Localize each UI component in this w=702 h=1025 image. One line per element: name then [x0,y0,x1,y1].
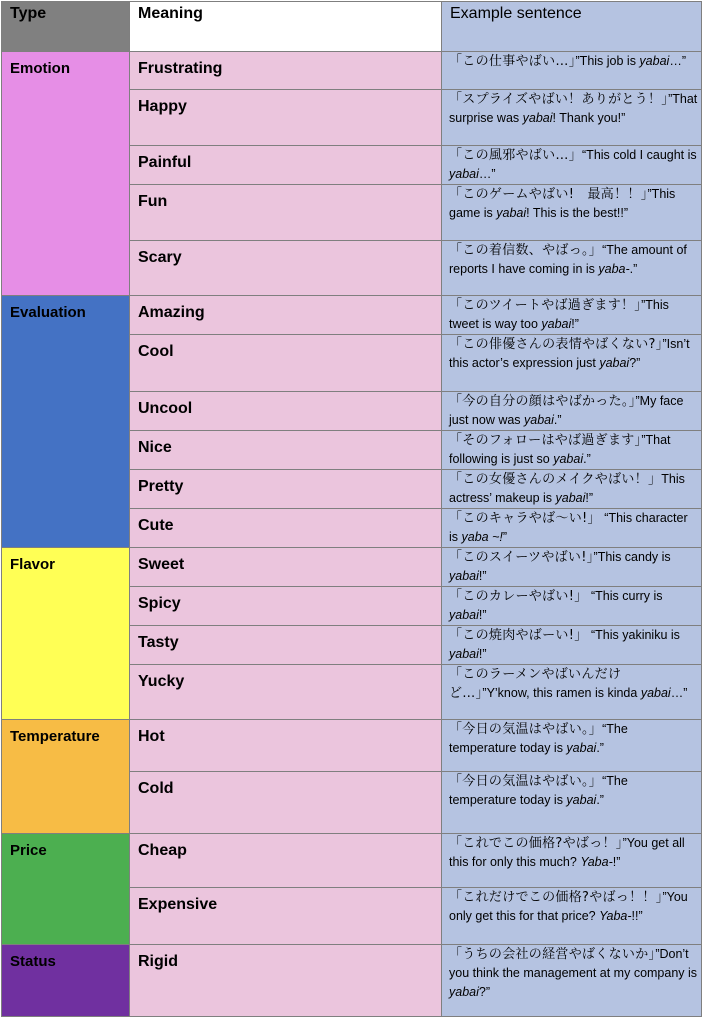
meaning-cell: Amazing [130,296,442,335]
example-english: !” [478,569,487,583]
example-english: !” [585,491,594,505]
example-english: .” [596,741,604,755]
example-japanese: 「今の自分の顔はやばかった。」 [449,394,636,409]
meaning-cell: Scary [130,241,442,296]
example-japanese: 「この風邪やばい…」 [449,148,583,163]
example-yabai-word: yabai [555,491,586,505]
table-row [2,548,702,587]
example-english: !” [478,608,487,622]
example-japanese: 「スプライズやばい！ありがとう！」 [449,92,669,107]
type-cell: Status [2,945,130,1017]
example-cell [442,509,702,548]
example-yabai-word: yaba ~! [461,530,503,544]
example-yabai-word: yabai [639,54,670,68]
example-japanese: 「この仕事やばい…」 [449,54,576,69]
example-yabai-word: yabai [640,686,671,700]
example-english: ! Thank you!” [552,111,626,125]
example-english: “This cold I caught is [582,148,697,162]
example-yabai-word: yabai [566,741,597,755]
example-english: ”This tweet is way too [449,298,669,331]
example-cell [442,90,702,146]
meaning-cell: Expensive [130,888,442,945]
example-english: !” [612,855,621,869]
example-english: ”This job is [575,54,640,68]
meaning-cell: Pretty [130,470,442,509]
example-english: ?” [478,985,491,999]
example-cell [442,470,702,509]
example-yabai-word: yabai [449,569,479,583]
example-english: .” [596,793,604,807]
example-english: “This yakiniku is [587,628,680,642]
meaning-cell: Tasty [130,626,442,665]
table-row [2,296,702,335]
meaning-cell: Uncool [130,392,442,431]
meaning-cell: Cool [130,335,442,392]
example-cell [442,834,702,888]
example-english: .” [583,452,591,466]
table-row [2,945,702,1017]
example-english: ” [502,530,508,544]
example-japanese: 「このゲームやばい! 最高！！」 [449,187,648,202]
example-yabai-word: yabai [524,413,554,427]
example-cell [442,296,702,335]
example-english: ”You only get this for that price? [449,890,688,923]
example-english: !” [478,647,487,661]
meaning-cell: Nice [130,431,442,470]
example-english: .” [553,413,562,427]
example-japanese: 「今日の気温はやばい。」 [449,722,603,737]
example-cell [442,185,702,241]
table-row [2,834,702,888]
example-english: ”Y’know, this ramen is kinda [482,686,641,700]
yabai-meaning-table [1,1,702,1017]
example-english: !!” [631,909,643,923]
meaning-cell: Fun [130,185,442,241]
header-meaning: Meaning [130,2,442,52]
example-cell [442,720,702,772]
example-japanese: 「このラーメンやばいんだけど…」 [449,667,622,701]
meaning-cell: Yucky [130,665,442,720]
example-cell [442,626,702,665]
example-english: This actress’ makeup is [449,472,685,505]
example-cell [442,431,702,470]
example-yabai-word: yabai [449,647,479,661]
example-english: …” [478,167,496,181]
example-english: “This character is [449,511,688,544]
example-english: ! This is the best!!” [526,206,629,220]
example-yabai-word: yabai [496,206,527,220]
example-english: “The temperature today is [449,722,628,755]
example-cell [442,392,702,431]
example-cell [442,945,702,1017]
example-japanese: 「この焼肉やばーい!」 [449,628,588,643]
example-english: ”That surprise was [449,92,698,125]
example-english: ”My face just now was [449,394,684,427]
example-yabai-word: yabai [541,317,572,331]
meaning-cell: Rigid [130,945,442,1017]
type-cell: Price [2,834,130,945]
example-japanese: 「うちの会社の経営やばくないか」 [449,947,656,962]
example-cell [442,335,702,392]
example-english: ”Don’t you think the management at my company is [449,947,698,980]
example-english: !” [571,317,579,331]
meaning-cell: Spicy [130,587,442,626]
header-example: Example sentence [442,2,702,52]
example-english: …” [669,54,686,68]
example-yabai-word: yabai [553,452,584,466]
example-cell [442,52,702,90]
example-cell [442,888,702,945]
example-yabai-word: Yaba- [580,855,613,869]
meaning-cell: Hot [130,720,442,772]
meaning-cell: Sweet [130,548,442,587]
example-japanese: 「今日の気温はやばい。」 [449,774,603,789]
example-japanese: 「このスイーツやばい!」 [449,550,594,565]
type-cell: Emotion [2,52,130,296]
example-yabai-word: yabai [522,111,553,125]
example-english: .” [629,262,638,276]
example-yabai-word: Yaba- [599,909,632,923]
meaning-cell: Frustrating [130,52,442,90]
table-body [2,52,702,1017]
example-cell [442,772,702,834]
example-yabai-word: yabai [449,985,479,999]
example-english: ”This candy is [593,550,671,564]
example-english: ”That following is just so [449,433,671,466]
meaning-cell: Cute [130,509,442,548]
example-japanese: 「そのフォローはやば過ぎます」 [449,433,642,448]
meaning-cell: Cold [130,772,442,834]
example-yabai-word: yabai [566,793,597,807]
meaning-cell: Happy [130,90,442,146]
meaning-cell: Cheap [130,834,442,888]
type-cell: Flavor [2,548,130,720]
example-english: “This curry is [587,589,663,603]
example-english: ”Isn’t this actor’s expression just [449,337,690,370]
example-yabai-word: yabai [599,356,630,370]
example-english: “The temperature today is [449,774,628,807]
example-english: ?” [629,356,641,370]
example-yabai-word: yaba- [598,262,630,276]
example-japanese: 「この着信数、やばっ。」 [449,243,603,258]
example-japanese: 「この俳優さんの表情やばくない?」 [449,337,663,352]
header-type: Type [2,2,130,52]
type-cell: Temperature [2,720,130,834]
example-japanese: 「これでこの価格?やばっ！」 [449,836,623,851]
example-english: ”You get all this for only this much? [449,836,685,869]
example-japanese: 「これだけでこの価格?やばっ！！」 [449,890,663,905]
example-cell [442,665,702,720]
example-english: “The amount of reports I have coming in is [449,243,687,276]
example-english: …” [670,686,688,700]
table-row [2,52,702,90]
example-english: ”This game is [449,187,676,220]
example-japanese: 「このツイートやば過ぎます！」 [449,298,642,313]
meaning-cell: Painful [130,146,442,185]
example-japanese: 「このカレーやばい!」 [449,589,588,604]
example-cell [442,146,702,185]
example-japanese: 「この女優さんのメイクやばい！」 [449,472,662,487]
example-cell [442,587,702,626]
type-cell: Evaluation [2,296,130,548]
example-cell [442,548,702,587]
example-yabai-word: yabai [449,167,479,181]
example-japanese: 「このキャラやば～い!」 [449,511,601,526]
example-yabai-word: yabai [449,608,479,622]
table-row [2,720,702,772]
example-cell [442,241,702,296]
header-row [2,2,702,52]
